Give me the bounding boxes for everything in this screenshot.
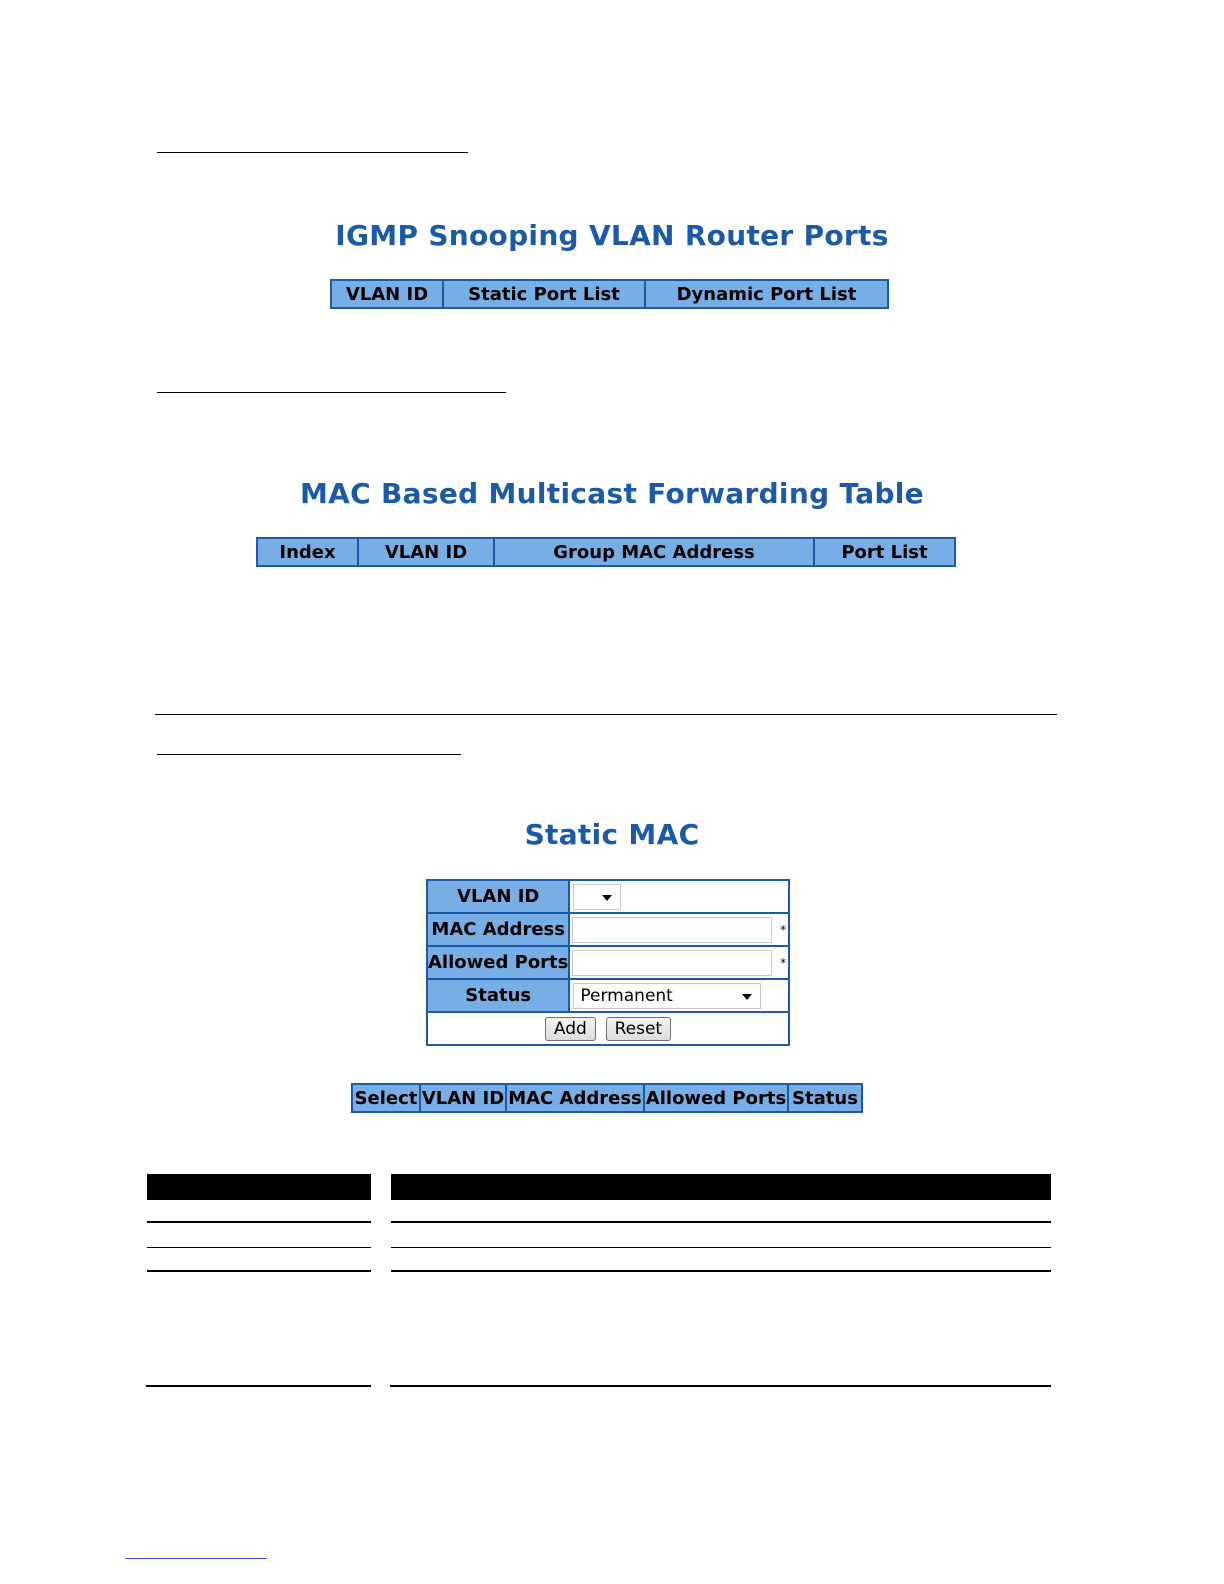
- buttons-cell: [427, 1012, 789, 1045]
- static-mac-form: [426, 879, 790, 1046]
- status-select-value: Permanent: [580, 985, 673, 1006]
- section-underline-1: [157, 152, 468, 153]
- static-mac-title: Static MAC: [524, 818, 700, 851]
- required-marker: *: [780, 955, 787, 970]
- table-header-row: [352, 1084, 862, 1112]
- add-button[interactable]: Add: [545, 1017, 596, 1041]
- igmp-router-ports-title: IGMP Snooping VLAN Router Ports: [335, 219, 889, 252]
- section-underline-2: [157, 392, 506, 393]
- vlan-id-cell: [569, 880, 789, 913]
- reset-button[interactable]: Reset: [606, 1017, 672, 1041]
- col-mac-address: MAC Address: [506, 1084, 644, 1112]
- status-label: Status: [427, 979, 569, 1012]
- status-cell: [569, 979, 789, 1012]
- mac-multicast-table-title: MAC Based Multicast Forwarding Table: [300, 477, 924, 510]
- section-underline-3: [157, 754, 461, 755]
- table-rule: [391, 1247, 1051, 1248]
- col-group-mac-address: Group MAC Address: [494, 538, 814, 566]
- table-rule: [390, 1385, 1051, 1387]
- table-rule: [391, 1270, 1051, 1272]
- required-marker: *: [780, 922, 787, 937]
- table-rule: [391, 1221, 1051, 1223]
- col-select: Select: [352, 1084, 420, 1112]
- redacted-header-right: [391, 1174, 1051, 1200]
- form-row-buttons: [427, 1012, 789, 1045]
- chevron-down-icon: [742, 994, 752, 1000]
- table-rule: [147, 1221, 371, 1223]
- form-row-status: [427, 979, 789, 1012]
- table-header-row: [331, 280, 888, 308]
- vlan-id-select[interactable]: [573, 884, 621, 910]
- form-row-mac-address: [427, 913, 789, 946]
- redacted-header-left: [147, 1174, 371, 1200]
- col-port-list: Port List: [814, 538, 955, 566]
- mac-multicast-table: [256, 537, 956, 567]
- footer-link-underline: [125, 1558, 267, 1559]
- table-header-row: [257, 538, 955, 566]
- allowed-ports-label: Allowed Ports: [427, 946, 569, 979]
- allowed-ports-input[interactable]: [572, 950, 772, 976]
- form-row-allowed-ports: [427, 946, 789, 979]
- static-mac-list-table: [351, 1083, 863, 1113]
- mac-address-cell: [569, 913, 789, 946]
- table-rule: [147, 1270, 371, 1272]
- igmp-router-ports-table: [330, 279, 889, 309]
- allowed-ports-cell: [569, 946, 789, 979]
- chevron-down-icon: [602, 895, 612, 901]
- vlan-id-label: VLAN ID: [427, 880, 569, 913]
- col-dynamic-port-list: Dynamic Port List: [645, 280, 888, 308]
- col-index: Index: [257, 538, 358, 566]
- table-rule: [147, 1247, 371, 1248]
- col-status: Status: [788, 1084, 862, 1112]
- form-row-vlan-id: [427, 880, 789, 913]
- page-divider: [155, 714, 1057, 715]
- col-allowed-ports: Allowed Ports: [644, 1084, 788, 1112]
- col-vlan-id: VLAN ID: [358, 538, 494, 566]
- mac-address-input[interactable]: [572, 917, 772, 943]
- status-select[interactable]: [573, 983, 761, 1009]
- mac-address-label: MAC Address: [427, 913, 569, 946]
- col-vlan-id: VLAN ID: [420, 1084, 506, 1112]
- table-rule: [146, 1385, 371, 1387]
- col-vlan-id: VLAN ID: [331, 280, 443, 308]
- col-static-port-list: Static Port List: [443, 280, 645, 308]
